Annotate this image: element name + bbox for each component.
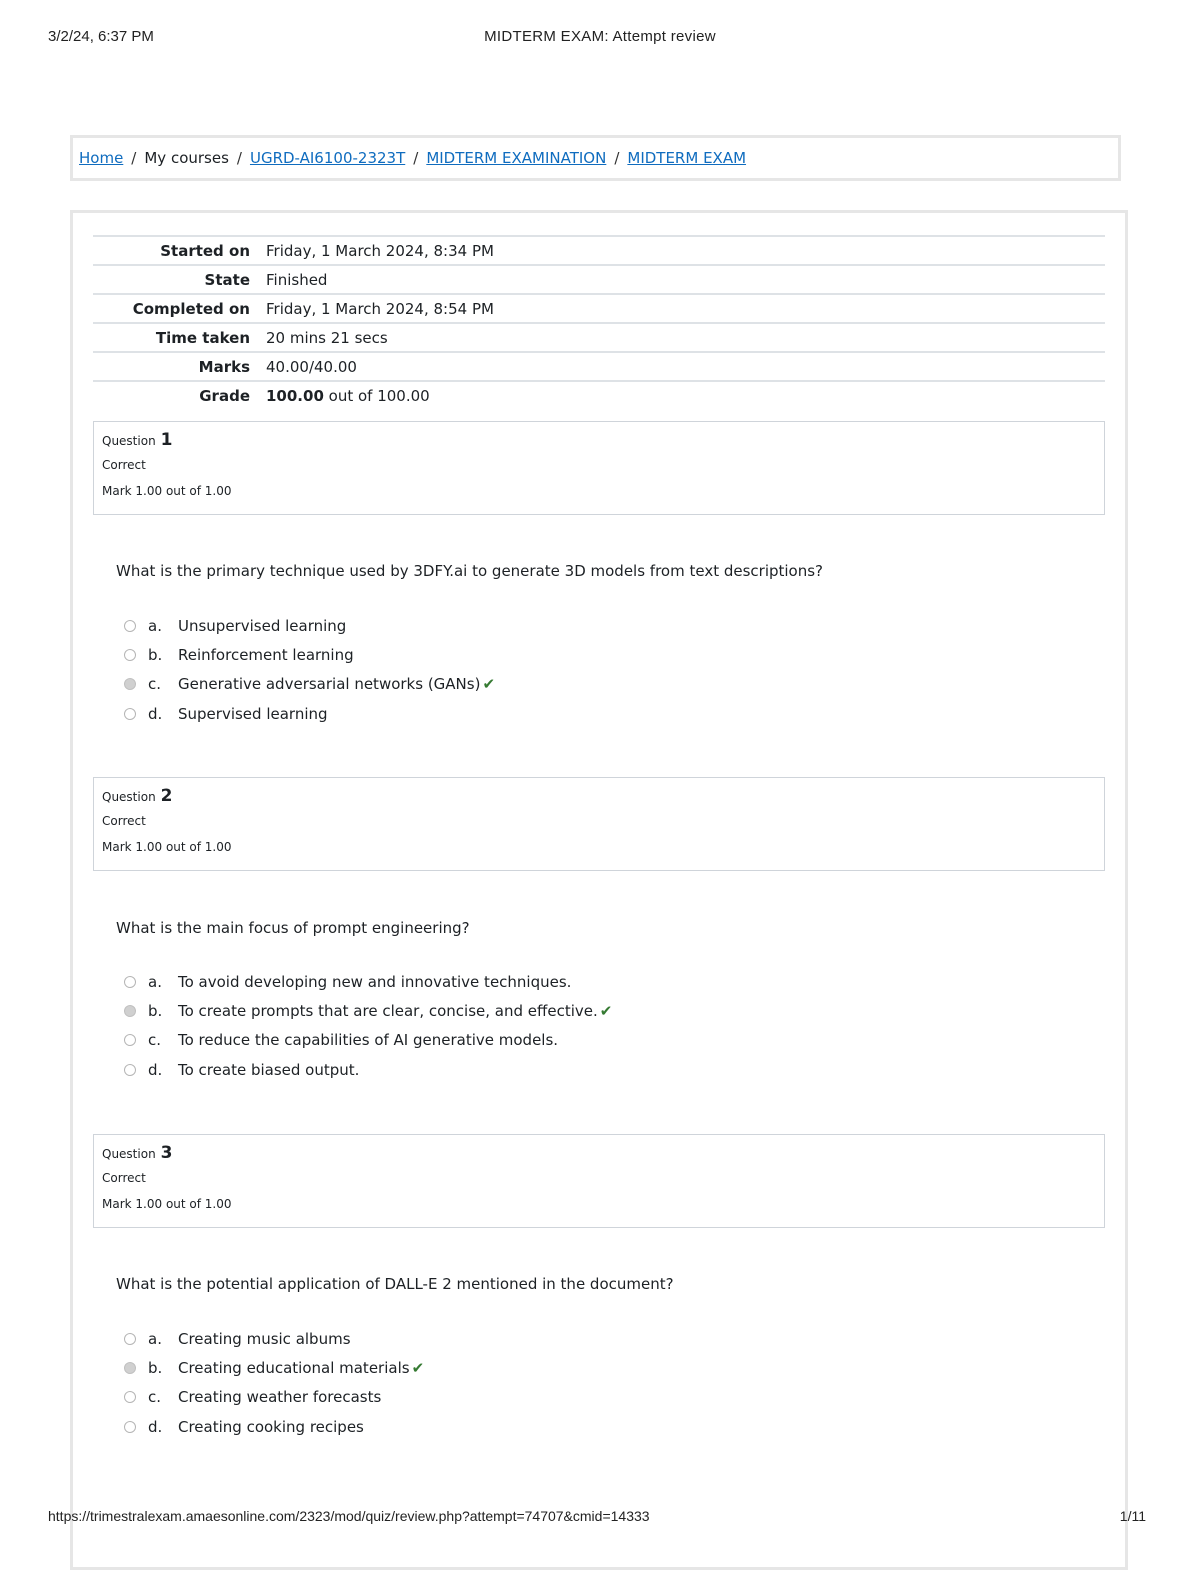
answer-text: To avoid developing new and innovative techniques. (178, 972, 572, 991)
grade-out-of: out of 100.00 (323, 386, 430, 405)
radio-button-selected[interactable] (124, 1005, 136, 1017)
summary-label: Started on (160, 241, 250, 260)
question-grade: Mark 1.00 out of 1.00 (102, 840, 232, 854)
answer-text: Creating educational materials (178, 1358, 410, 1377)
summary-row-time-taken (93, 323, 1105, 352)
answer-text: Reinforcement learning (178, 645, 354, 664)
question-text-2: What is the main focus of prompt engineering? (116, 919, 470, 937)
radio-button-selected[interactable] (124, 678, 136, 690)
print-header (0, 28, 1200, 48)
answer-option[interactable] (124, 640, 495, 669)
summary-label: Completed on (132, 299, 250, 318)
check-icon: ✔ (411, 1358, 425, 1377)
summary-value: Friday, 1 March 2024, 8:34 PM (266, 241, 494, 260)
breadcrumb-section-link[interactable]: MIDTERM EXAMINATION (426, 149, 607, 167)
answer-option[interactable] (124, 1324, 424, 1353)
print-url: https://trimestralexam.amaesonline.com/2323/mod/quiz/review.php?attempt=74707&cmid=14333 (48, 1508, 650, 1524)
radio-button[interactable] (124, 620, 136, 632)
answer-text: Unsupervised learning (178, 616, 347, 635)
radio-button-selected[interactable] (124, 1362, 136, 1374)
answer-letter: b. (148, 1001, 163, 1020)
answer-text: To reduce the capabilities of AI generative models. (178, 1031, 559, 1050)
breadcrumb-separator: / (131, 149, 137, 167)
answer-letter: b. (148, 1358, 163, 1377)
answer-list-3 (124, 1324, 424, 1441)
answer-text: Generative adversarial networks (GANs) (178, 675, 481, 694)
answer-text: Supervised learning (178, 704, 328, 723)
answer-option-selected[interactable] (124, 1353, 424, 1382)
print-date: 3/2/24, 6:37 PM (48, 28, 154, 45)
answer-letter: a. (148, 1329, 162, 1348)
answer-text: To create prompts that are clear, concise, and effective. (178, 1001, 598, 1020)
question-state: Correct (102, 814, 146, 828)
summary-label: Marks (198, 357, 250, 376)
radio-button[interactable] (124, 1034, 136, 1046)
print-footer (0, 1508, 1200, 1528)
breadcrumb-course-link[interactable]: UGRD-AI6100-2323T (249, 149, 406, 167)
question-info-2 (93, 777, 1105, 871)
breadcrumb-separator: / (614, 149, 620, 167)
summary-row-started (93, 236, 1105, 265)
summary-row-grade (93, 381, 1105, 409)
answer-letter: a. (148, 972, 162, 991)
question-info-1 (93, 421, 1105, 515)
summary-row-marks (93, 352, 1105, 381)
question-grade: Mark 1.00 out of 1.00 (102, 484, 232, 498)
answer-option[interactable] (124, 1026, 612, 1055)
question-info-3 (93, 1134, 1105, 1228)
answer-letter: c. (148, 1031, 162, 1050)
answer-text: Creating cooking recipes (178, 1417, 364, 1436)
radio-button[interactable] (124, 1064, 136, 1076)
breadcrumb-quiz-link[interactable]: MIDTERM EXAM (627, 149, 747, 167)
question-number: 2 (160, 786, 173, 806)
print-page-number: 1/11 (1119, 1508, 1146, 1524)
answer-option-selected[interactable] (124, 670, 495, 699)
question-label: Question (102, 790, 156, 804)
answer-letter: c. (148, 675, 162, 694)
answer-list-2 (124, 967, 612, 1084)
question-number: 3 (160, 1143, 173, 1163)
answer-option-selected[interactable] (124, 996, 612, 1025)
breadcrumb-separator: / (413, 149, 419, 167)
check-icon: ✔ (482, 675, 496, 694)
breadcrumb-separator: / (236, 149, 242, 167)
summary-value: Friday, 1 March 2024, 8:54 PM (266, 299, 494, 318)
answer-letter: d. (148, 1060, 163, 1079)
radio-button[interactable] (124, 976, 136, 988)
answer-text: To create biased output. (178, 1060, 360, 1079)
print-title: MIDTERM EXAM: Attempt review (484, 28, 716, 45)
check-icon: ✔ (599, 1001, 613, 1020)
answer-option[interactable] (124, 699, 495, 728)
breadcrumb-my-courses: My courses (144, 149, 229, 167)
question-text-3: What is the potential application of DALL-E 2 mentioned in the document? (116, 1275, 674, 1293)
radio-button[interactable] (124, 1421, 136, 1433)
grade-score: 100.00 (266, 386, 324, 405)
question-grade: Mark 1.00 out of 1.00 (102, 1197, 232, 1211)
question-number: 1 (160, 430, 173, 450)
radio-button[interactable] (124, 708, 136, 720)
breadcrumb (70, 135, 1121, 181)
answer-option[interactable] (124, 1383, 424, 1412)
answer-letter: b. (148, 645, 163, 664)
summary-value (258, 381, 1105, 409)
summary-label: State (204, 270, 250, 289)
radio-button[interactable] (124, 1333, 136, 1345)
radio-button[interactable] (124, 1391, 136, 1403)
attempt-summary-table (93, 235, 1105, 409)
summary-value: 40.00/40.00 (266, 357, 357, 376)
summary-label: Grade (199, 386, 250, 405)
answer-letter: d. (148, 704, 163, 723)
answer-letter: d. (148, 1417, 163, 1436)
summary-label: Time taken (155, 328, 250, 347)
answer-option[interactable] (124, 1055, 612, 1084)
summary-row-state (93, 265, 1105, 294)
answer-letter: a. (148, 616, 162, 635)
answer-letter: c. (148, 1388, 162, 1407)
summary-value: Finished (266, 270, 328, 289)
answer-list-1 (124, 611, 495, 728)
answer-text: Creating music albums (178, 1329, 351, 1348)
question-state: Correct (102, 1171, 146, 1185)
answer-text: Creating weather forecasts (178, 1388, 382, 1407)
question-label: Question (102, 1147, 156, 1161)
summary-value: 20 mins 21 secs (266, 328, 388, 347)
answer-option[interactable] (124, 611, 495, 640)
answer-option[interactable] (124, 1412, 424, 1441)
radio-button[interactable] (124, 649, 136, 661)
question-text-1: What is the primary technique used by 3DFY.ai to generate 3D models from text descriptions? (116, 562, 824, 580)
summary-row-completed (93, 294, 1105, 323)
question-label: Question (102, 434, 156, 448)
question-state: Correct (102, 458, 146, 472)
breadcrumb-home-link[interactable]: Home (79, 149, 124, 167)
answer-option[interactable] (124, 967, 612, 996)
